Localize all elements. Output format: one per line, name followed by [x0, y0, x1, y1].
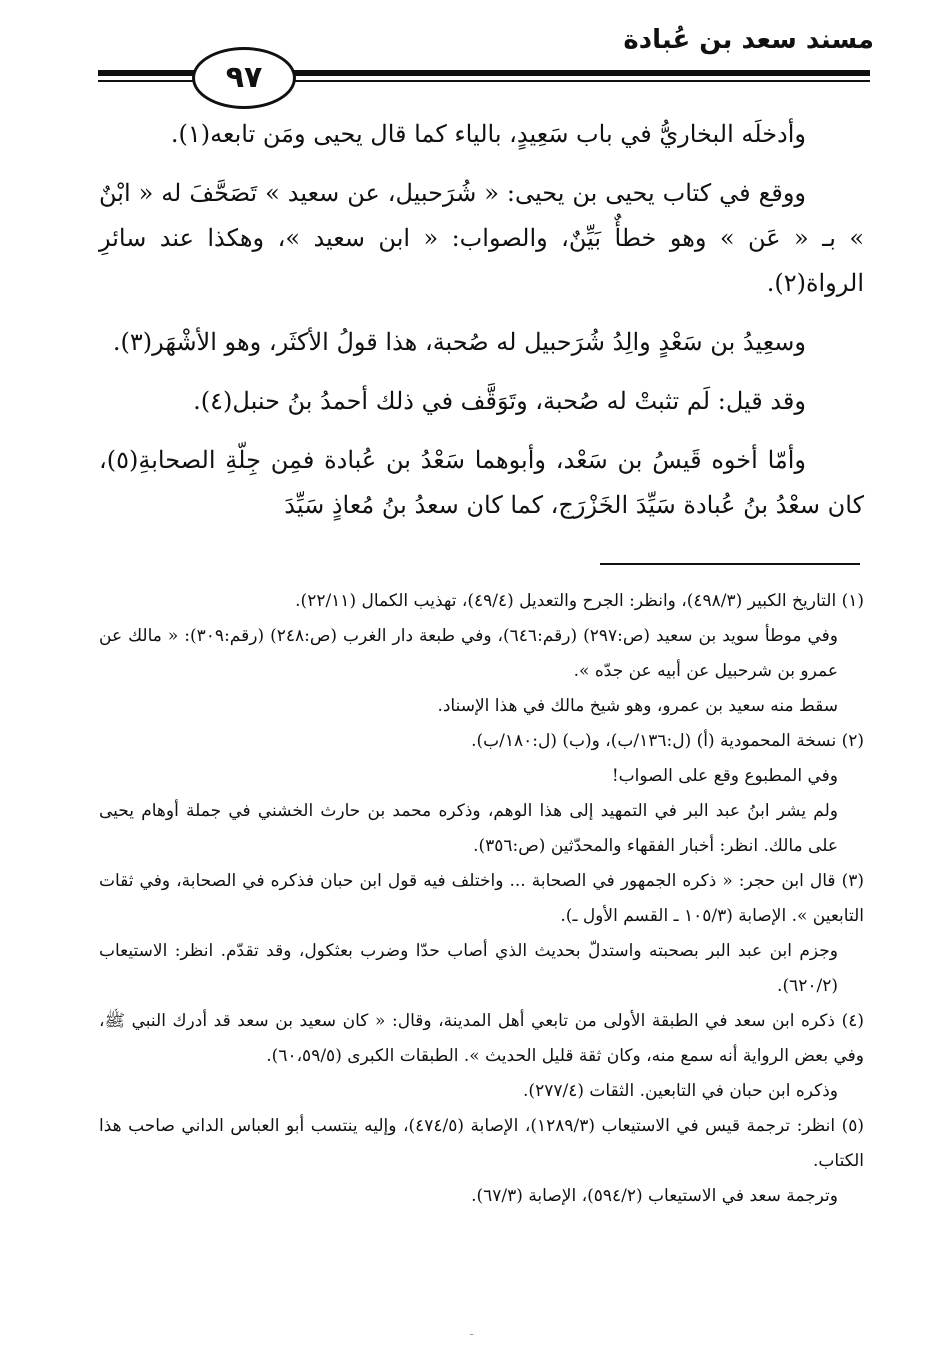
footnote-1: (١) التاريخ الكبير (٤٩٨/٣)، وانظر: الجرح والتعديل (٤٩/٤)، تهذيب الكمال (٢٢/١١).: [295, 591, 864, 611]
running-header-title: مسند سعد بن عُبادة: [623, 25, 874, 55]
bottom-mark: ـ: [470, 1325, 474, 1338]
footnote-2-continuation: ولم يشر ابنُ عبد البر في التمهيد إلى هذا الوهم، وذكره محمد بن حارث الخشني في جملة أوهام يحيى على مالك. انظر: أخبار الفقهاء والمحدّثين (ص:٣٥٦).: [99, 801, 838, 856]
main-text: [99, 112, 864, 528]
footnote-5: (٥) انظر: ترجمة قيس في الاستيعاب (١٢٨٩/٣)، الإصابة (٤٧٤/٥)، وإليه ينتسب أبو العباس الداني صاحب هذا الكتاب.: [99, 1116, 864, 1171]
paragraph: ووقع في كتاب يحيى بن يحيى: « شُرَحبيل، عن سعيد » تَصَحَّفَ له « ابْنٌ » بـ « عَن » وهو خطأٌ بَيِّنٌ، والصواب: « ابن سعيد »، وهكذا عند سائرِ الرواة(٢).: [99, 179, 865, 297]
footnote-4-continuation: وذكره ابن حبان في التابعين. الثقات (٢٧٧/٤).: [523, 1081, 838, 1101]
footnote-separator: [600, 563, 860, 565]
footnote-4: (٤) ذكره ابن سعد في الطبقة الأولى من تابعي أهل المدينة، وقال: « كان سعيد بن سعد قد أدرك النبي ﷺ، وفي بعض الرواية أنه سمع منه، وكان ثقة قليل الحديث ». الطبقات الكبرى (٦٠،٥٩/٥).: [99, 1011, 864, 1066]
footnote-2: (٢) نسخة المحمودية (أ) (ل:١٣٦/ب)، و(ب) (ل:١٨٠/ب).: [471, 731, 864, 751]
page-number-badge: ٩٧: [192, 47, 296, 109]
footnote-3-continuation: وجزم ابن عبد البر بصحبته واستدلّ بحديث الذي أصاب حدّا وضرب بعثكول، وقد تقدّم. انظر: الاستيعاب (٦٢٠/٢).: [99, 941, 838, 996]
paragraph: وسعِيدُ بن سَعْدٍ والِدُ شُرَحبيل له صُحبة، هذا قولُ الأكثَر، وهو الأشْهَر(٣).: [112, 328, 806, 356]
footnote-2-continuation: وفي المطبوع وقع على الصواب!: [611, 766, 838, 786]
footnote-3: (٣) قال ابن حجر: « ذكره الجمهور في الصحابة ... واختلف فيه قول ابن حبان فذكره في الصحابة، وفي ثقات التابعين ». الإصابة (١٠٥/٣ ـ القسم الأول ـ).: [99, 871, 864, 926]
paragraph: وأدخلَه البخاريُّ في باب سَعِيدٍ، بالياء كما قال يحيى ومَن تابعه(١).: [170, 120, 806, 148]
footnote-1-continuation: سقط منه سعيد بن عمرو، وهو شيخ مالك في هذا الإسناد.: [437, 696, 838, 716]
footnote-1-continuation: وفي موطأ سويد بن سعيد (ص:٢٩٧) (رقم:٦٤٦)، وفي طبعة دار الغرب (ص:٢٤٨) (رقم:٣٠٩): « مالك عن عمرو بن شرحبيل عن أبيه عن جدّه ».: [99, 626, 839, 681]
paragraph: وقد قيل: لَم تثبتْ له صُحبة، وتَوَقَّف في ذلك أحمدُ بنُ حنبل(٤).: [193, 387, 806, 415]
paragraph: وأمّا أخوه قَيسُ بن سَعْد، وأبوهما سَعْدُ بن عُبادة فمِن جِلّةِ الصحابةِ(٥)، كان سعْدُ بنُ عُبادة سَيِّدَ الخَزْرَج، كما كان سعدُ بنُ مُعاذٍ سَيِّدَ: [99, 446, 864, 519]
footnotes: [99, 584, 864, 1214]
footnote-5-continuation: وترجمة سعد في الاستيعاب (٥٩٤/٢)، الإصابة (٦٧/٣).: [471, 1186, 838, 1206]
